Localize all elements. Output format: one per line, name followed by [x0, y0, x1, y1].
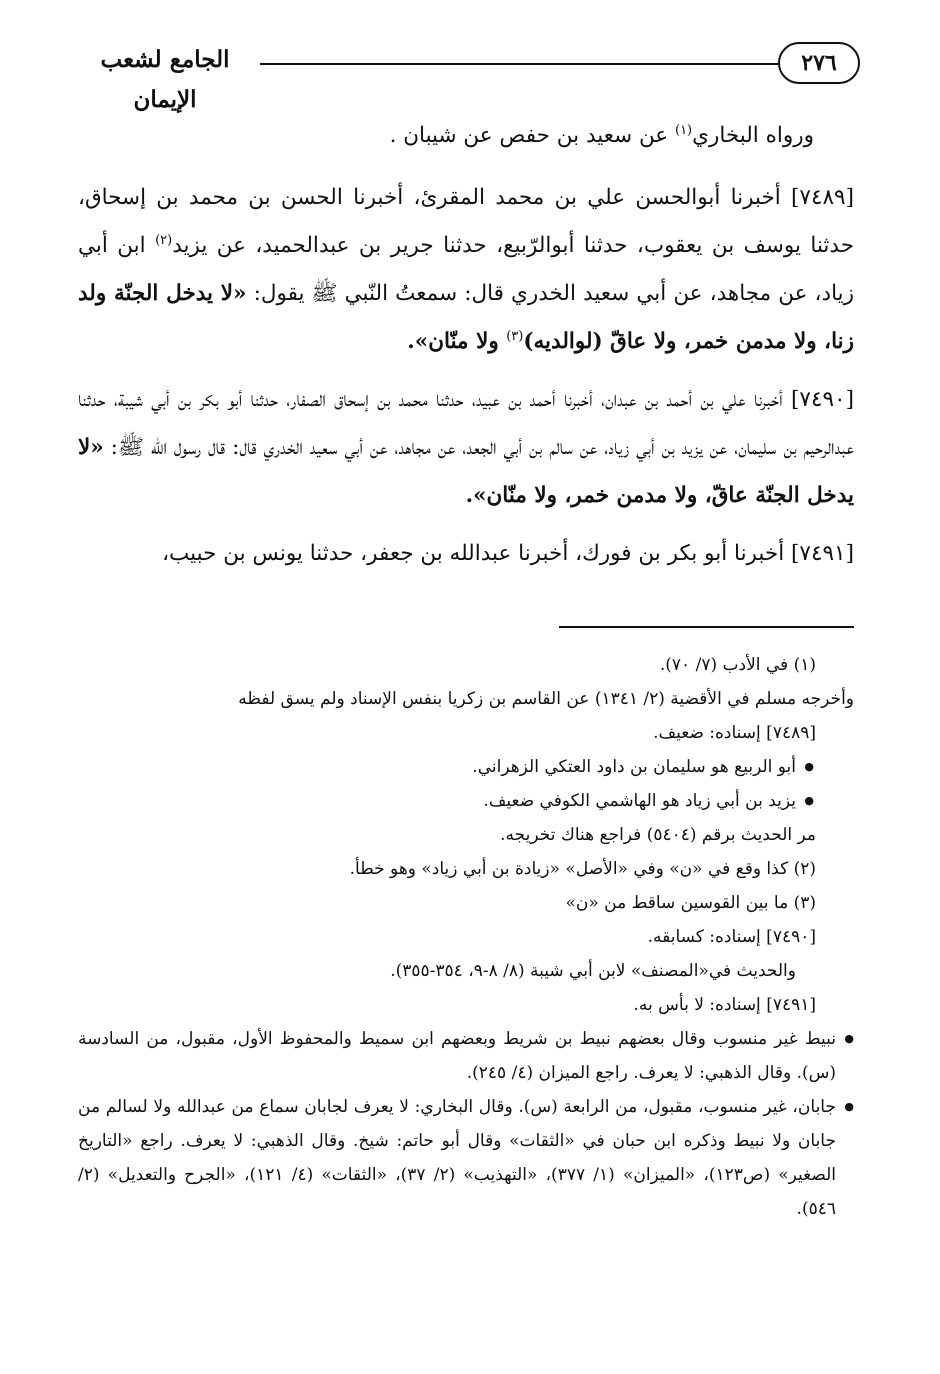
- matn-text: ولا منّان»: [414, 329, 507, 354]
- isnad-text: أخبرنا أبوالحسن علي بن محمد المقرئ، أخبرنا الحسن بن محمد بن إسحاق، حدثنا يوسف بن يعقوب، حدثنا أبوالرّبيع، حدثنا جرير بن عبدالحميد، عن يزيد: [78, 185, 854, 258]
- hadith-number: [٧٤٩١]: [791, 541, 854, 566]
- footnote-1: (١) في الأدب (٧/ ٧٠).: [659, 655, 816, 675]
- hadith-7491: [78, 530, 854, 578]
- note-7491-bullet-2: ● جابان، غير منسوب، مقبول، من الرابعة (س). وقال البخاري: لا يعرف لجابان سماع من عبدالله ولا لسالم من جابان ولا نبيط وذكره ابن حبان في «الثقات» وقال أبو حاتم: شيخ. وقال الذهبي: لا يعرف. راجع «التاريخ الصغير» (ص١٢٣)، «الميزان» (١/ ٣٧٧)، «التهذيب» (٢/ ٣٧)، «الثقات» (٤/ ١٢١)، «الجرح والتعديل» (٢/ ٥٤٦).: [78, 1090, 854, 1226]
- matn-text: «لا يدخل الجنّة ولد زنا، ولا مدمن خمر، ولا عاقّ (لوالديه): [78, 281, 854, 354]
- footnote-ref-2: (٢): [155, 232, 173, 248]
- hadith-7490: [٧٤٩٠] أخبرنا علي بن أحمد بن عبدان، أخبرنا أحمد بن عبيد، حدثنا محمد بن إسحاق الصفار، حدثنا أبو بكر بن أبي شيبة، حدثنا عبدالرحيم بن سليمان، عن يزيد بن أبي زياد، عن سالم بن أبي الجعد، عن مجاهد، عن أبي سعيد الخدري قال: قال رسول الله ﷺ: «لا يدخل الجنّة عاقّ، ولا مدمن خمر، ولا منّان».: [78, 387, 854, 508]
- running-header: [70, 38, 860, 113]
- footnotes: [78, 648, 854, 1226]
- hadith-number: [٧٤٩٠]: [791, 387, 854, 412]
- note-7489-cross-ref: مر الحديث برقم (٥٤٠٤) فراجع هناك تخريجه.: [500, 825, 816, 845]
- footnote-ref-1: (١): [674, 122, 693, 138]
- note-7490-source: والحديث في«المصنف» لابن أبي شيبة (٨/ ٨-٩، ٣٥٤-٣٥٥).: [390, 961, 796, 981]
- page-number: ٢٧٦: [778, 42, 860, 84]
- isnad-text: ابن أبي زياد، عن مجاهد، عن أبي سعيد الخدري قال: سمعتُ النّبي ﷺ يقول:: [78, 233, 854, 306]
- footnote-2: (٢) كذا وقع في «ن» وفي «الأصل» «زيادة بن أبي زياد» وهو خطأ.: [349, 859, 816, 879]
- text: ورواه البخاري: [692, 123, 814, 148]
- isnad-text: أخبرنا علي بن أحمد بن عبدان، أخبرنا أحمد بن عبيد، حدثنا محمد بن إسحاق الصفار، حدثنا أبو بكر بن أبي شيبة، حدثنا عبدالرحيم بن سليمان، عن يزيد بن أبي زياد، عن سالم بن أبي الجعد، عن مجاهد، عن أبي سعيد الخدري قال: قال رسول الله ﷺ:: [78, 387, 854, 460]
- header-rule: [260, 63, 778, 65]
- note-7489-bullet-2: ● يزيد بن أبي زياد هو الهاشمي الكوفي ضعيف.: [78, 784, 854, 818]
- footnote-separator: [559, 626, 854, 628]
- footnote-ref-3: (٣): [506, 328, 524, 344]
- text: عن سعيد بن حفص عن شيبان .: [389, 123, 675, 148]
- note-7489: [٧٤٨٩] إسناده: ضعيف.: [653, 723, 816, 743]
- note-7490: [٧٤٩٠] إسناده: كسابقه.: [647, 927, 816, 947]
- hadith-number: [٧٤٨٩]: [791, 185, 854, 210]
- paragraph-bukhari: [78, 112, 854, 160]
- note-7489-bullet-1: ● أبو الربيع هو سليمان بن داود العتكي الزهراني.: [78, 750, 854, 784]
- book-title: الجامع لشعب الإيمان: [100, 46, 230, 113]
- main-text: [78, 112, 854, 588]
- matn-text: «لا يدخل الجنّة عاقّ، ولا مدمن خمر، ولا منّان»: [78, 435, 854, 508]
- footnote-3: (٣) ما بين القوسين ساقط من «ن»: [565, 893, 816, 913]
- footnote-1-muslim: وأخرجه مسلم في الأقضية (٢/ ١٣٤١) عن القاسم بن زكريا بنفس الإسناد ولم يسق لفظه: [238, 689, 854, 709]
- isnad-text: أخبرنا أبو بكر بن فورك، أخبرنا عبدالله بن جعفر، حدثنا يونس بن حبيب،: [162, 541, 792, 566]
- hadith-7489: [٧٤٨٩] أخبرنا أبوالحسن علي بن محمد المقرئ، أخبرنا الحسن بن محمد بن إسحاق، حدثنا يوسف بن يعقوب، حدثنا أبوالرّبيع، حدثنا جرير بن عبدالحميد، عن يزيد$^{(٢)}$ ابن أبي زياد، عن مجاهد، عن أبي سعيد الخدري قال: سمعتُ النّبي ﷺ يقول: «لا يدخل الجنّة ولد زنا، ولا مدمن خمر، ولا عاقّ (لوالديه)$^{(٣)}$ ولا منّان».: [78, 185, 854, 354]
- note-7491: [٧٤٩١] إسناده: لا بأس به.: [633, 995, 816, 1015]
- note-7491-bullet-1: ● نبيط غير منسوب وقال بعضهم نبيط بن شريط وبعضهم ابن سميط والمحفوظ الأول، مقبول، من السادسة (س). وقال الذهبي: لا يعرف. راجع الميزان (٤/ ٢٤٥).: [78, 1022, 854, 1090]
